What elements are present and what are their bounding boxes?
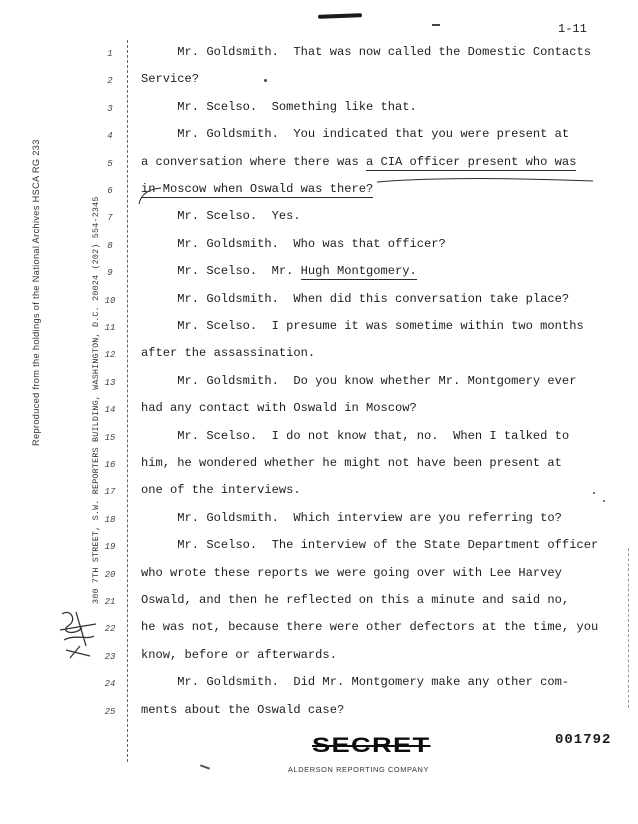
line-text: him, he wondered whether he might not have been present at bbox=[141, 456, 562, 470]
transcript-line bbox=[141, 401, 417, 415]
line-number: 14 bbox=[104, 405, 116, 416]
line-text: Mr. Goldsmith. Which interview are you referring to? bbox=[141, 510, 562, 525]
transcript-line bbox=[141, 566, 562, 580]
underlined-text: Hugh Montgomery. bbox=[300, 264, 417, 279]
secret-stamp: SECRET bbox=[312, 734, 431, 757]
speck-mark bbox=[264, 79, 267, 82]
line-text: Mr. Goldsmith. Who was that officer? bbox=[141, 236, 446, 251]
archives-side-text: Reproduced from the holdings of the National Archives HSCA RG 233 bbox=[31, 139, 41, 446]
line-text: know, before or afterwards. bbox=[141, 647, 337, 662]
line-text: Mr. Scelso. Something like that. bbox=[141, 99, 417, 114]
line-number: 23 bbox=[104, 651, 116, 662]
line-text: Mr. Scelso. The interview of the State Department officer bbox=[141, 538, 599, 553]
transcript-line bbox=[141, 292, 569, 306]
line-text: Mr. Scelso. Mr. bbox=[141, 264, 301, 279]
line-number: 6 bbox=[107, 186, 113, 196]
line-number: 10 bbox=[104, 295, 116, 306]
line-text: Mr. Goldsmith. Did Mr. Montgomery make any other com- bbox=[141, 675, 570, 690]
handwritten-underline-mark bbox=[137, 176, 595, 206]
transcript-line bbox=[141, 45, 591, 59]
transcript-line bbox=[141, 675, 569, 689]
line-text: Oswald, and then he reflected on this a minute and said no, bbox=[141, 593, 570, 607]
transcript-line bbox=[141, 237, 446, 251]
line-text: Service? bbox=[141, 72, 200, 87]
line-number: 8 bbox=[107, 240, 113, 251]
line-number: 20 bbox=[104, 569, 116, 580]
line-text: had any contact with Oswald in Moscow? bbox=[141, 401, 417, 416]
transcript-line bbox=[141, 100, 417, 114]
underlined-text: a CIA officer present who was bbox=[365, 154, 577, 169]
line-number: 4 bbox=[107, 131, 113, 142]
transcript-line bbox=[141, 620, 598, 634]
line-number: 11 bbox=[104, 323, 116, 333]
line-text: ments about the Oswald case? bbox=[141, 702, 345, 717]
line-text: Mr. Goldsmith. You indicated that you were present at bbox=[141, 127, 570, 142]
transcript-line bbox=[141, 374, 576, 388]
line-number: 13 bbox=[104, 377, 116, 388]
line-text: Mr. Goldsmith. When did this conversation take place? bbox=[141, 291, 570, 306]
transcript-line bbox=[141, 209, 301, 223]
transcript-line bbox=[141, 511, 562, 525]
line-number: 22 bbox=[104, 624, 116, 635]
line-number: 12 bbox=[104, 350, 116, 361]
transcript-line bbox=[141, 456, 562, 470]
line-text: who wrote these reports we were going over with Lee Harvey bbox=[141, 565, 562, 580]
line-number: 18 bbox=[104, 514, 116, 525]
top-mark bbox=[318, 13, 362, 19]
line-number: 7 bbox=[107, 213, 113, 224]
line-text: a conversation where there was bbox=[141, 154, 366, 169]
underlined-text: in Moscow when Oswald was there? bbox=[141, 182, 374, 196]
transcript-line bbox=[141, 346, 315, 360]
line-text: Mr. Scelso. Yes. bbox=[141, 209, 301, 224]
transcript-line bbox=[141, 538, 598, 552]
line-number: 25 bbox=[104, 706, 116, 717]
transcript-line bbox=[141, 648, 337, 662]
line-number: 17 bbox=[104, 487, 116, 498]
line-number: 9 bbox=[107, 268, 113, 279]
line-number: 2 bbox=[107, 76, 113, 87]
transcript-line bbox=[141, 127, 569, 141]
line-text: after the assassination. bbox=[141, 346, 316, 361]
line-number: 19 bbox=[104, 542, 116, 553]
transcript-line bbox=[141, 429, 569, 443]
transcript-line bbox=[141, 155, 576, 169]
page-number: 1-11 bbox=[558, 22, 587, 36]
transcript-line bbox=[141, 72, 199, 86]
line-text: he was not, because there were other defectors at the time, you bbox=[141, 620, 599, 635]
right-margin-rule bbox=[628, 548, 629, 708]
transcript-line bbox=[141, 319, 584, 333]
document-id: 001792 bbox=[555, 732, 612, 748]
line-number: 16 bbox=[104, 460, 116, 470]
line-text: one of the interviews. bbox=[141, 483, 301, 498]
handwritten-initials-mark bbox=[56, 606, 100, 664]
line-number: 24 bbox=[104, 679, 116, 690]
line-text: Mr. Goldsmith. That was now called the Domestic Contacts bbox=[141, 45, 591, 59]
transcript-line bbox=[141, 264, 417, 278]
line-number: 3 bbox=[107, 103, 113, 114]
transcript-line bbox=[141, 703, 344, 717]
speck-mark bbox=[593, 492, 595, 494]
left-margin-rule bbox=[127, 40, 128, 762]
reporter-address-side-text: 300 7TH STREET, S.W. REPORTERS BUILDING, WASHINGTON, D.C. 20024 (202) 554-2345 bbox=[91, 196, 101, 604]
transcript-line bbox=[141, 483, 301, 497]
top-tick-mark bbox=[432, 24, 440, 26]
line-text: Mr. Scelso. I do not know that, no. When I talked to bbox=[141, 428, 570, 443]
line-number: 21 bbox=[104, 597, 116, 607]
line-number: 1 bbox=[107, 49, 113, 59]
line-text: Mr. Goldsmith. Do you know whether Mr. Montgomery ever bbox=[141, 373, 577, 388]
speck-mark bbox=[603, 500, 605, 502]
line-number: 5 bbox=[107, 158, 113, 169]
line-text: Mr. Scelso. I presume it was sometime within two months bbox=[141, 319, 584, 333]
line-number: 15 bbox=[104, 432, 116, 443]
pen-tick-mark bbox=[200, 764, 210, 769]
reporter-footer: ALDERSON REPORTING COMPANY bbox=[288, 765, 429, 774]
transcript-line bbox=[141, 593, 569, 607]
